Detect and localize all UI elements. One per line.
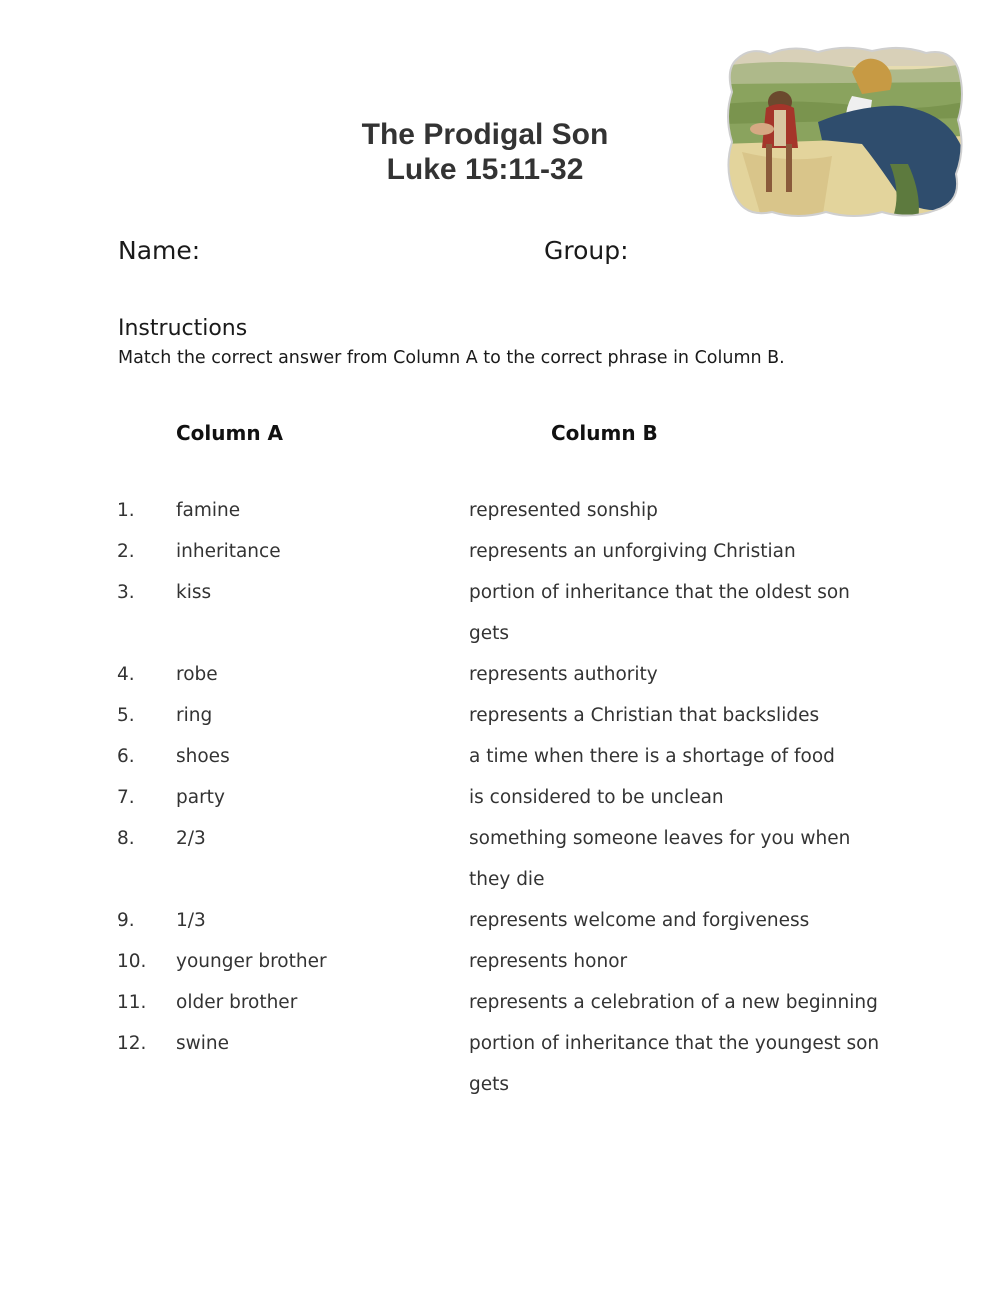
column-a-item: younger brother: [176, 951, 327, 972]
column-b-phrase: portion of inheritance that the oldest son gets: [469, 582, 850, 644]
column-b-phrase: is considered to be unclean: [469, 787, 724, 808]
matching-row: [117, 572, 917, 654]
row-number: 3.: [117, 582, 135, 603]
column-b-phrase: represents authority: [469, 664, 658, 685]
column-b-phrase: something someone leaves for you when they die: [469, 828, 851, 890]
column-a-item: older brother: [176, 992, 298, 1013]
row-number: 4.: [117, 664, 135, 685]
matching-list: [117, 490, 917, 1105]
instructions-heading: Instructions: [118, 316, 248, 341]
matching-row: [117, 654, 917, 695]
page-subtitle: Luke 15:11-32: [386, 153, 584, 186]
row-number: 2.: [117, 541, 135, 562]
column-a-item: 1/3: [176, 910, 206, 931]
row-number: 6.: [117, 746, 135, 767]
matching-row: [117, 490, 917, 531]
matching-row: [117, 531, 917, 572]
prodigal-son-illustration: [722, 44, 964, 220]
column-b-phrase: represents honor: [469, 951, 628, 972]
column-a-item: kiss: [176, 582, 212, 603]
instructions-text: Match the correct answer from Column A to the correct phrase in Column B.: [118, 348, 785, 368]
matching-row: [117, 941, 917, 982]
row-number: 7.: [117, 787, 135, 808]
matching-row: [117, 982, 917, 1023]
column-a-header: Column A: [176, 421, 284, 445]
page-title: The Prodigal Son: [361, 118, 609, 151]
column-b-phrase: represents a celebration of a new beginning: [469, 992, 878, 1013]
matching-row: [117, 900, 917, 941]
column-a-item: swine: [176, 1033, 230, 1054]
matching-row: [117, 736, 917, 777]
column-a-item: robe: [176, 664, 218, 685]
row-number: 12.: [117, 1033, 147, 1054]
row-number: 1.: [117, 500, 135, 521]
column-a-item: party: [176, 787, 225, 808]
column-b-phrase: represents an unforgiving Christian: [469, 541, 796, 562]
matching-row: [117, 695, 917, 736]
group-label: Group:: [544, 236, 629, 265]
column-b-phrase: a time when there is a shortage of food: [469, 746, 835, 767]
row-number: 8.: [117, 828, 135, 849]
row-number: 11.: [117, 992, 147, 1013]
name-label: Name:: [118, 236, 201, 265]
row-number: 9.: [117, 910, 135, 931]
column-a-item: ring: [176, 705, 213, 726]
column-b-phrase: portion of inheritance that the youngest son gets: [469, 1033, 880, 1095]
column-b-header: Column B: [551, 421, 658, 445]
column-b-phrase: represents a Christian that backslides: [469, 705, 820, 726]
column-a-item: inheritance: [176, 541, 281, 562]
column-a-item: shoes: [176, 746, 230, 767]
column-a-item: 2/3: [176, 828, 206, 849]
matching-row: [117, 1023, 917, 1105]
column-b-phrase: represents welcome and forgiveness: [469, 910, 810, 931]
row-number: 5.: [117, 705, 135, 726]
matching-row: [117, 777, 917, 818]
row-number: 10.: [117, 951, 147, 972]
column-b-phrase: represented sonship: [469, 500, 658, 521]
matching-row: [117, 818, 917, 900]
column-a-item: famine: [176, 500, 241, 521]
